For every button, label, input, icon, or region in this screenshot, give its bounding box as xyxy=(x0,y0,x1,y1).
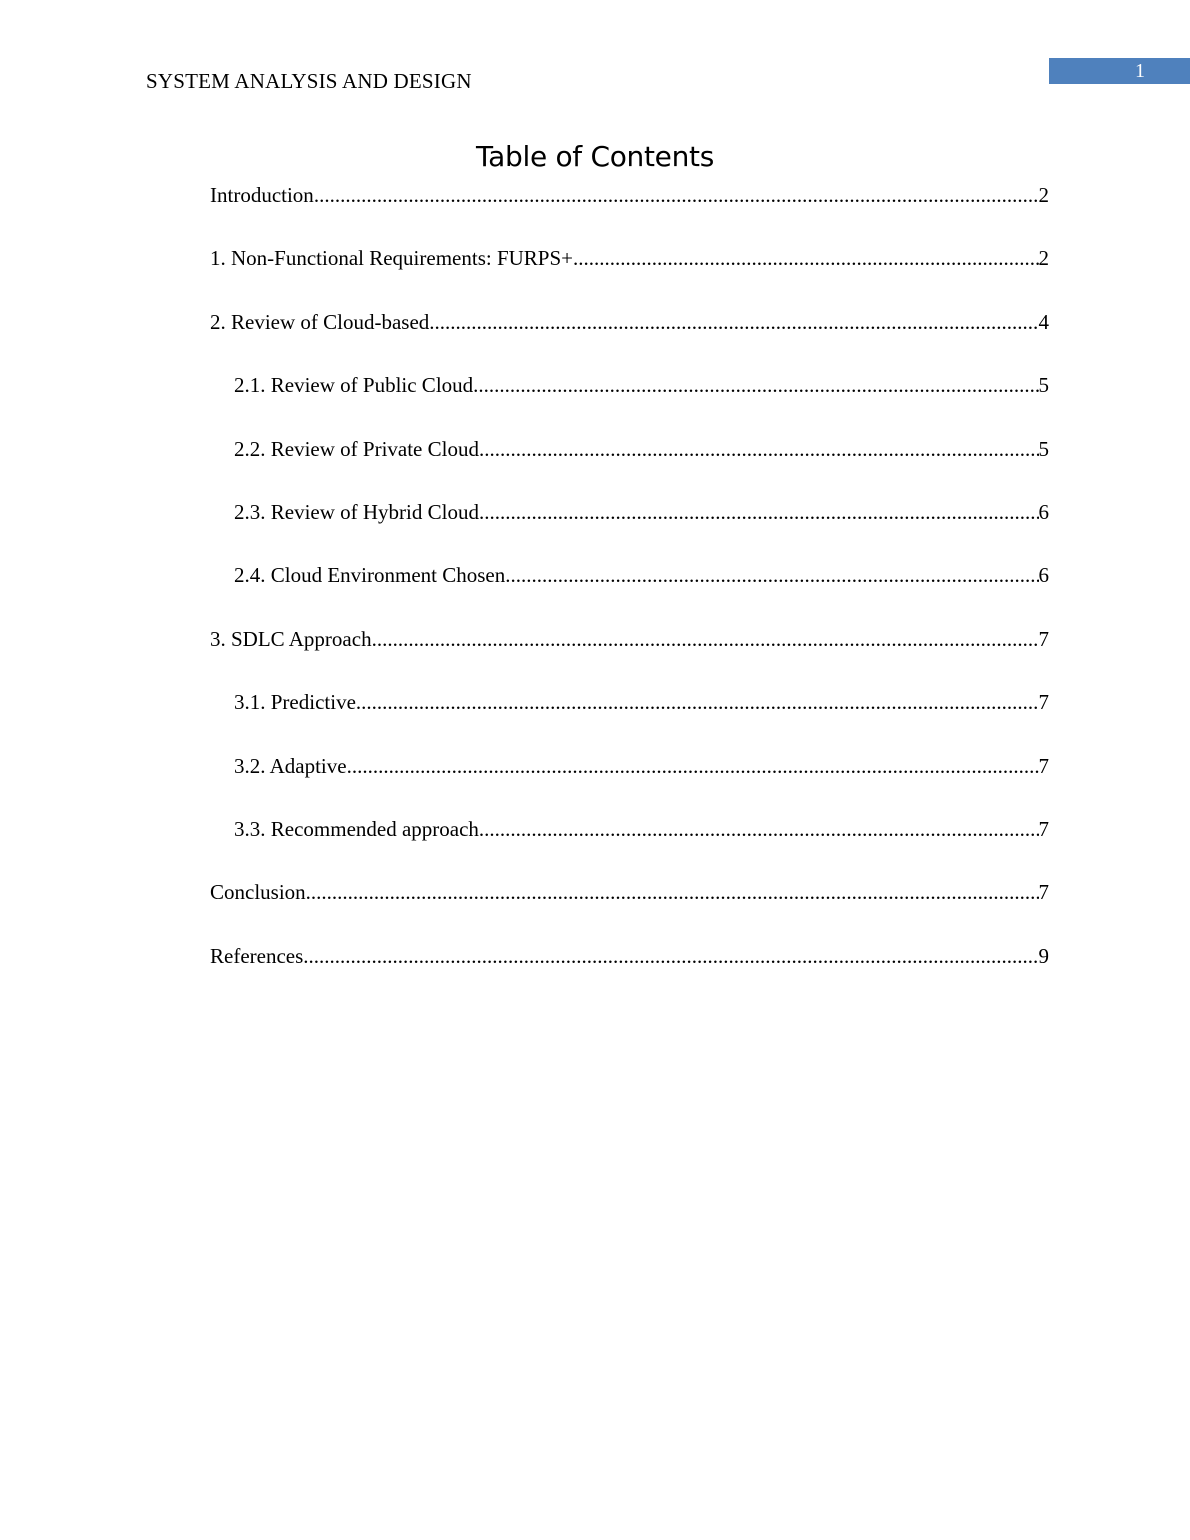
toc-list xyxy=(210,178,1049,1002)
toc-entry-label: Introduction xyxy=(210,183,314,207)
toc-entry-label: 2.3. Review of Hybrid Cloud xyxy=(234,499,479,524)
toc-dot-leader xyxy=(372,622,1039,657)
toc-entry[interactable] xyxy=(210,432,1049,495)
toc-entry[interactable] xyxy=(210,368,1049,431)
toc-dot-leader xyxy=(303,939,1038,974)
toc-entry-label: 1. Non-Functional Requirements: FURPS+ xyxy=(210,246,574,271)
toc-entry-page: 7 xyxy=(1038,753,1049,778)
toc-entry-label: 3.2. Adaptive xyxy=(234,753,347,778)
toc-entry-page: 5 xyxy=(1038,373,1049,398)
page-number-badge xyxy=(1049,58,1190,84)
toc-dot-leader xyxy=(573,241,1038,276)
toc-entry-label: References xyxy=(210,943,304,968)
toc-entry-label: 3.1. Predictive xyxy=(234,690,356,715)
page-number: 1 xyxy=(1135,60,1145,82)
toc-entry[interactable] xyxy=(210,622,1049,685)
toc-entry-page: 6 xyxy=(1038,499,1049,524)
toc-entry-page: 7 xyxy=(1038,880,1049,905)
toc-entry-page: 9 xyxy=(1038,943,1049,968)
running-head: SYSTEM ANALYSIS AND DESIGN xyxy=(146,69,472,93)
toc-entry[interactable] xyxy=(210,685,1049,748)
toc-dot-leader xyxy=(479,812,1039,847)
toc-entry-label: 3. SDLC Approach xyxy=(210,626,372,651)
toc-entry[interactable] xyxy=(210,495,1049,558)
toc-dot-leader xyxy=(479,432,1039,467)
toc-dot-leader xyxy=(473,368,1038,403)
toc-dot-leader xyxy=(356,685,1039,720)
toc-entry[interactable] xyxy=(210,241,1049,304)
toc-entry-label: 3.3. Recommended approach xyxy=(234,816,479,841)
toc-entry-label: 2. Review of Cloud-based xyxy=(210,309,430,334)
toc-entry[interactable] xyxy=(210,178,1049,241)
toc-title: Table of Contents xyxy=(475,140,715,173)
toc-entry-page: 7 xyxy=(1038,816,1049,841)
toc-entry[interactable] xyxy=(210,875,1049,938)
toc-dot-leader xyxy=(306,875,1039,910)
toc-entry-label: 2.4. Cloud Environment Chosen xyxy=(234,563,506,588)
toc-entry-page: 2 xyxy=(1038,246,1049,271)
toc-entry-label: 2.2. Review of Private Cloud xyxy=(234,436,479,461)
toc-entry-label: Conclusion xyxy=(210,880,306,905)
toc-entry-page: 2 xyxy=(1038,183,1049,207)
toc-entry-page: 5 xyxy=(1038,436,1049,461)
toc-entry[interactable] xyxy=(210,558,1049,621)
toc-dot-leader xyxy=(347,749,1039,784)
toc-entry-label: 2.1. Review of Public Cloud xyxy=(234,373,474,398)
toc-entry-page: 7 xyxy=(1038,690,1049,715)
toc-entry-page: 7 xyxy=(1038,626,1049,651)
toc-dot-leader xyxy=(429,305,1038,340)
toc-entry[interactable] xyxy=(210,939,1049,1002)
toc-entry-page: 4 xyxy=(1038,309,1049,334)
toc-entry[interactable] xyxy=(210,812,1049,875)
toc-dot-leader xyxy=(479,495,1039,530)
toc-entry[interactable] xyxy=(210,305,1049,368)
toc-dot-leader xyxy=(505,558,1038,593)
toc-entry[interactable] xyxy=(210,749,1049,812)
toc-entry-page: 6 xyxy=(1038,563,1049,588)
toc-dot-leader xyxy=(314,178,1039,213)
